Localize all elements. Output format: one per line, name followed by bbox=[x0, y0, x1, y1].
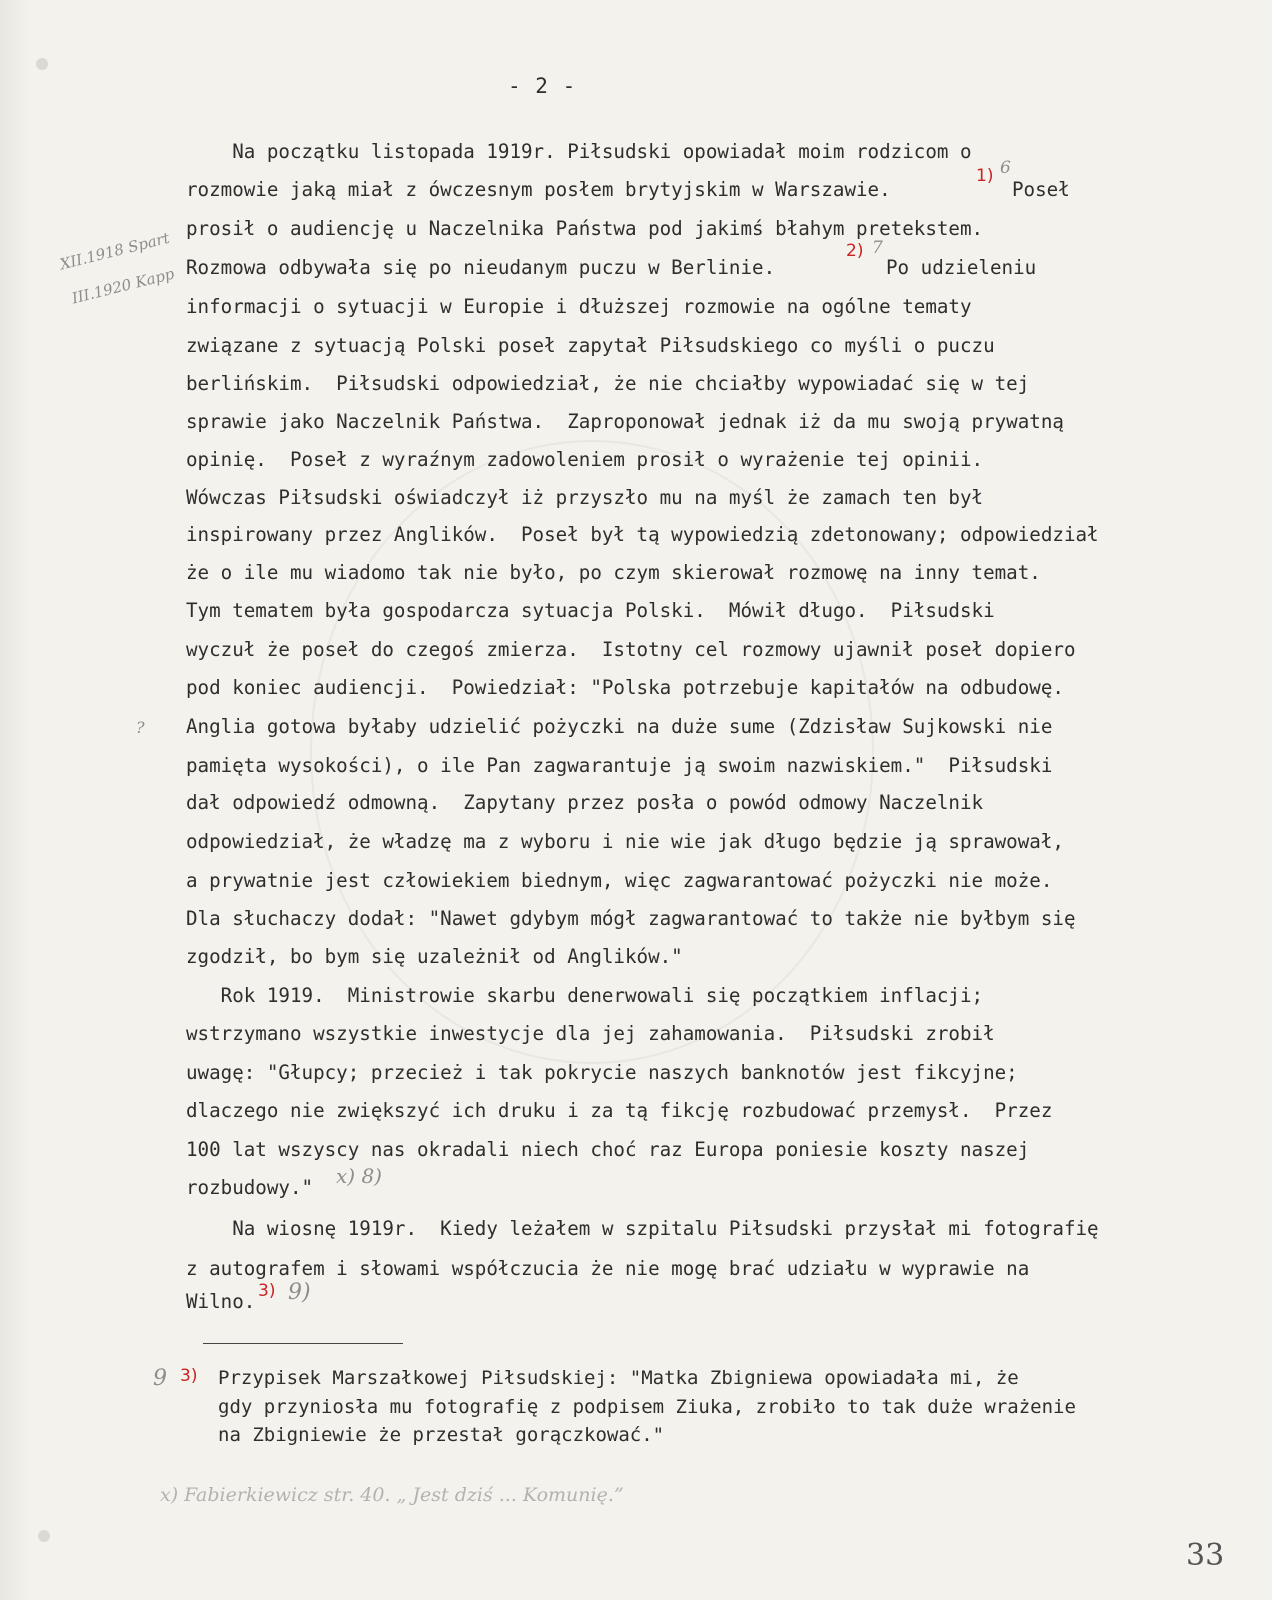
body-line: berlińskim. Piłsudski odpowiedział, że nie chciałby wypowiadać się w tej bbox=[186, 372, 1030, 395]
body-line: Tym tematem była gospodarcza sytuacja Polski. Mówił długo. Piłsudski bbox=[186, 599, 995, 622]
footnote-marker-footer: 3) bbox=[180, 1366, 198, 1386]
body-line: Rok 1919. Ministrowie skarbu denerwowali się początkiem inflacji; bbox=[186, 984, 984, 1007]
body-line: związane z sytuacją Polski poseł zapytał Piłsudskiego co myśli o puczu bbox=[186, 334, 995, 357]
body-line: zgodził, bo bym się uzależnił od Anglików." bbox=[186, 945, 683, 968]
pencil-number: 6 bbox=[1000, 158, 1011, 178]
pencil-number: 9) bbox=[288, 1280, 311, 1305]
body-line: Anglia gotowa byłaby udzielić pożyczki na duże sume (Zdzisław Sujkowski nie bbox=[186, 715, 1053, 738]
bottom-pencil-note: x) Fabierkiewicz str. 40. „ Jest dziś ... Komunię.” bbox=[160, 1484, 624, 1506]
body-line: sprawie jako Naczelnik Państwa. Zaproponował jednak iż da mu swoją prywatną bbox=[186, 410, 1064, 433]
body-line: wstrzymano wszystkie inwestycje dla jej zahamowania. Piłsudski zrobił bbox=[186, 1022, 995, 1045]
footnote-line: Przypisek Marszałkowej Piłsudskiej: "Matka Zbigniewa opowiadała mi, że bbox=[218, 1367, 1019, 1389]
footnote-marker-1: 1) bbox=[976, 166, 994, 186]
body-line: że o ile mu wiadomo tak nie było, po czym skierował rozmowę na inny temat. bbox=[186, 561, 1041, 584]
footnote-marker-3: 3) bbox=[258, 1281, 276, 1301]
footnote-marker-2: 2) bbox=[846, 241, 864, 261]
body-line: Na początku listopada 1919r. Piłsudski opowiadał moim rodzicom o bbox=[186, 140, 972, 163]
body-line: Rozmowa odbywała się po nieudanym puczu w Berlinie. bbox=[186, 256, 776, 279]
body-line: pod koniec audiencji. Powiedział: "Polska potrzebuje kapitałów na odbudowę. bbox=[186, 676, 1064, 699]
archive-page-count: 33 bbox=[1186, 1538, 1225, 1573]
body-line: uwagę: "Głupcy; przecież i tak pokrycie naszych banknotów jest fikcyjne; bbox=[186, 1061, 1018, 1084]
punch-hole bbox=[38, 1530, 50, 1542]
body-line: z autografem i słowami współczucia że nie mogę brać udziału w wyprawie na bbox=[186, 1257, 1030, 1280]
margin-mark: ? bbox=[136, 718, 145, 737]
body-line: opinię. Poseł z wyraźnym zadowoleniem prosił o wyrażenie tej opinii. bbox=[186, 448, 984, 471]
margin-note: III.1920 Kapp bbox=[70, 264, 177, 308]
sheet-edge bbox=[0, 0, 30, 1600]
footnote-line: na Zbigniewie że przestał gorączkować." bbox=[218, 1424, 665, 1446]
body-line-tail: Po udzieleniu bbox=[886, 256, 1037, 279]
punch-hole bbox=[36, 58, 48, 70]
body-line: Na wiosnę 1919r. Kiedy leżałem w szpitalu Piłsudski przysłał mi fotografię bbox=[186, 1217, 1099, 1240]
body-line: dał odpowiedź odmowną. Zapytany przez posła o powód odmowy Naczelnik bbox=[186, 791, 984, 814]
body-line: 100 lat wszyscy nas okradali niech choć raz Europa poniesie koszty naszej bbox=[186, 1138, 1030, 1161]
pencil-number: 9 bbox=[153, 1366, 167, 1391]
pencil-note: x) 8) bbox=[336, 1164, 382, 1188]
body-line: prosił o audiencję u Naczelnika Państwa pod jakimś błahym pretekstem. bbox=[186, 217, 984, 240]
body-line: inspirowany przez Anglików. Poseł był tą wypowiedzią zdetonowany; odpowiedział bbox=[186, 523, 1099, 546]
body-line: informacji o sytuacji w Europie i dłuższej rozmowie na ogólne tematy bbox=[186, 295, 972, 318]
pencil-number: 7 bbox=[872, 238, 883, 258]
body-line: Dla słuchaczy dodał: "Nawet gdybym mógł zagwarantować to także nie byłbym się bbox=[186, 907, 1076, 930]
body-line: a prywatnie jest człowiekiem biednym, więc zagwarantować pożyczki nie może. bbox=[186, 869, 1053, 892]
body-line: rozbudowy." bbox=[186, 1176, 314, 1199]
body-line: pamięta wysokości), o ile Pan zagwarantuje ją swoim nazwiskiem." Piłsudski bbox=[186, 754, 1053, 777]
body-line-tail: Poseł bbox=[1012, 178, 1070, 201]
body-line: dlaczego nie zwiększyć ich druku i za tą fikcję rozbudować przemysł. Przez bbox=[186, 1099, 1053, 1122]
margin-note: XII.1918 Spart bbox=[58, 228, 172, 274]
body-line: Wilno. bbox=[186, 1290, 256, 1313]
body-line: odpowiedział, że władzę ma z wyboru i nie wie jak długo będzie ją sprawował, bbox=[186, 830, 1064, 853]
body-line: wyczuł że poseł do czegoś zmierza. Istotny cel rozmowy ujawnił poseł dopiero bbox=[186, 638, 1076, 661]
body-line: Wówczas Piłsudski oświadczył iż przyszło mu na myśl że zamach ten był bbox=[186, 486, 984, 509]
body-line: rozmowie jaką miał z ówczesnym posłem brytyjskim w Warszawie. bbox=[186, 178, 891, 201]
footnote-rule bbox=[203, 1343, 403, 1344]
page-number: - 2 - bbox=[508, 74, 577, 98]
footnote-line: gdy przyniosła mu fotografię z podpisem Ziuka, zrobiło to tak duże wrażenie bbox=[218, 1396, 1076, 1418]
